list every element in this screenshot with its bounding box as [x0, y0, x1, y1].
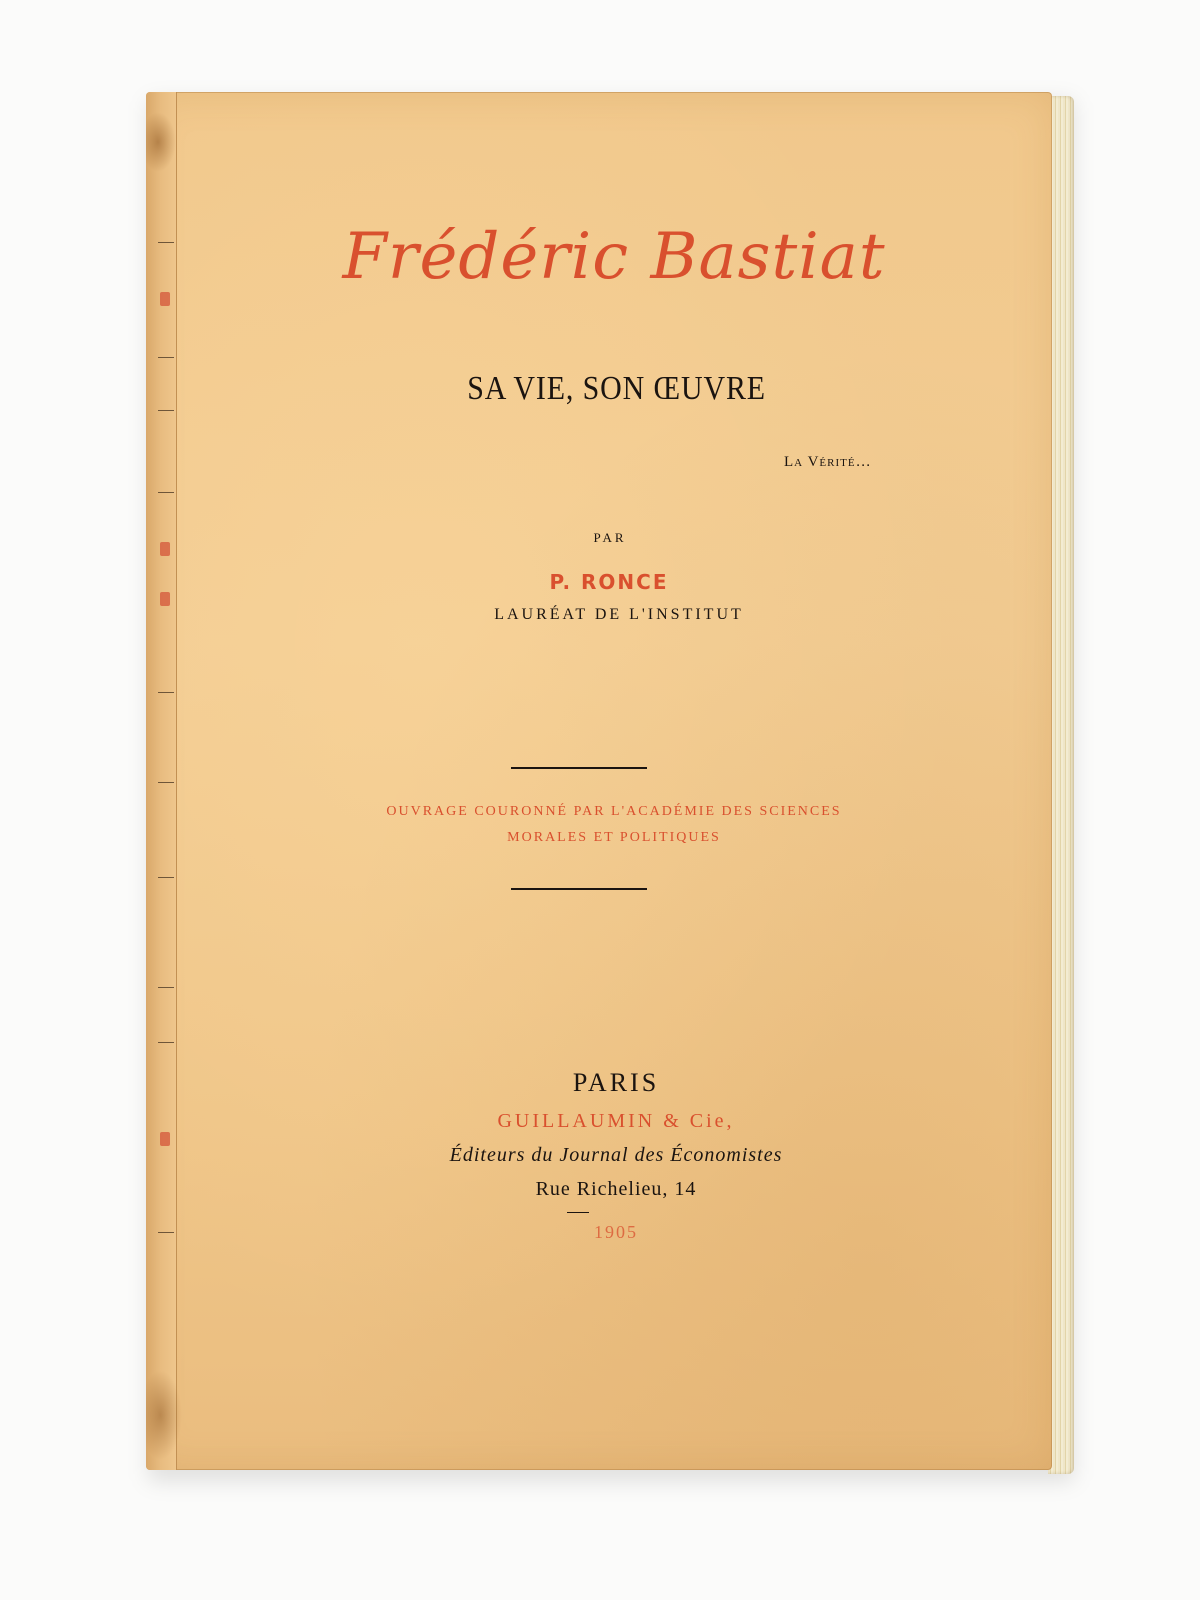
- publisher-address: Rue Richelieu, 14: [535, 1178, 697, 1200]
- hinge-red-mark: [160, 592, 170, 606]
- hinge-mark: [158, 987, 174, 988]
- award-line-2: MORALES ET POLITIQUES: [507, 830, 721, 845]
- year-rule: [567, 1212, 589, 1213]
- corner-wear: [146, 1370, 182, 1460]
- publisher-name: GUILLAUMIN & Cie,: [497, 1110, 735, 1132]
- book-title: Frédéric Bastiat: [342, 220, 886, 294]
- publisher-note: Éditeurs du Journal des Économistes: [449, 1144, 783, 1166]
- divider-rule: [511, 767, 647, 769]
- hinge-mark: [158, 692, 174, 693]
- award-line-1: OUVRAGE COURONNÉ PAR L'ACADÉMIE DES SCIENCES: [386, 804, 842, 819]
- book-subtitle: SA VIE, SON ŒUVRE: [467, 370, 766, 407]
- hinge-mark: [158, 492, 174, 493]
- divider-rule: [511, 888, 647, 890]
- book-cover: [146, 92, 1052, 1470]
- hinge-mark: [158, 782, 174, 783]
- hinge-mark: [158, 410, 174, 411]
- author-name: P. RONCE: [549, 570, 669, 594]
- hinge-mark: [158, 1042, 174, 1043]
- hinge-mark: [158, 357, 174, 358]
- hinge-mark: [158, 877, 174, 878]
- cover-hinge: [146, 92, 177, 1470]
- publication-year: 1905: [594, 1222, 638, 1242]
- author-credit: LAURÉAT DE L'INSTITUT: [494, 606, 744, 623]
- by-label: PAR: [593, 530, 627, 545]
- corner-wear: [146, 112, 176, 172]
- publication-city: PARIS: [572, 1068, 660, 1097]
- hinge-red-mark: [160, 292, 170, 306]
- epigraph: La Vérité…: [784, 454, 872, 470]
